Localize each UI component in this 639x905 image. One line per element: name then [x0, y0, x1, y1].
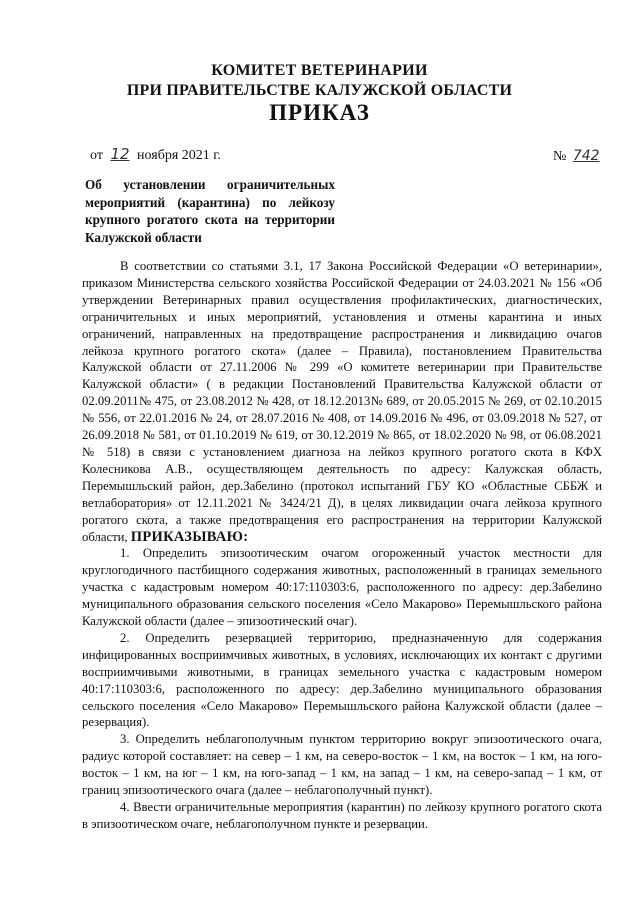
order-item-3: 3. Определить неблагополучным пунктом территорию вокруг эпизоотического очага, радиус которой составляет: на север – 1 км, на северо-восток – 1 км, на восток – 1 км, на юго-восток – 1 км, на юг – 1 км, на юго-запад – 1 км, на запад – 1 км, на северо-запад – 1 км, от границ эпизоотического очага (далее – неблагополучный пункт). — [82, 732, 602, 798]
subject-line: мероприятий (карантина) по лейкозу — [85, 194, 335, 210]
order-item-2: 2. Определить резервацией территорию, предназначенную для содержания инфицированных восприимчивых животных, в условиях, исключающих их контакт с другими восприимчивыми животными, в границах земельного участка с кадастровым номером 40:17:110303:6, расположенного по адресу: дер.Забелино муниципального образования сельского поселения «Село Макарово» Перемышльского района Калужской области (далее – резервация). — [82, 630, 602, 730]
order-item-1: 1. Определить эпизоотическим очагом огороженный участок местности для круглогодичного пастбищного содержания животных, расположенный в границах земельного участка с кадастровым номером 40:17:110303:6, расположенного по адресу: дер.Забелино муниципального образования сельского поселения «Село Макарово» Перемышльского района Калужской области (далее – эпизоотический очаг). — [82, 546, 602, 629]
order-item-4: 4. Ввести ограничительные мероприятия (карантин) по лейкозу крупного рогатого скота в эпизоотическом очаге, неблагополучном пункте и резервации. — [82, 800, 602, 831]
preamble-text: В соответствии со статьями 3.1, 17 Закона Российской Федерации «О ветеринарии», приказом Министерства сельского хозяйства Российской Федерации от 24.03.2021 № 156 «Об утверждении Ветеринарных правил осуществления профилактических, диагностических, ограничительных и иных мероприятий, установления и отмены карантина и иных ограничений, направленных на предотвращение распространения и ликвидацию очагов лейкоза крупного рогатого скота» (далее – Правила), постановлением Правительства Калужской области от 27.11.2006 № 299 «О комитете ветеринарии при Правительстве Калужской области» ( в редакции Постановлений Правительства Калужской области от 02.09.2011№ 475, от 23.08.2012 № 428, от 18.12.2013№ 689, от 20.05.2015 № 269, от 02.10.2015 № 556, от 22.01.2016 № 24, от 28.07.2016 № 408, от 14.09.2016 № 496, от 03.09.2018 № 527, от 26.09.2018 № 581, от 01.10.2019 № 619, от 30.12.2019 № 865, от 18.02.2020 № 98, от 06.08.2021 № 518) в связи с установлением диагноза на лейкоз крупного рогатого скота в КФХ Колесникова А.В., осуществляющем деятельность по адресу: Калужская область, Перемышльский район, дер.Забелино (протокол испытаний ГБУ КО «Областные СББЖ и ветлаборатория» от 12.11.2021 № 3424/21 Д), в целях ликвидации очага лейкоза крупного рогатого скота, а также предотвращения его распространения на территории Калужской области, — [82, 259, 602, 544]
preamble-paragraph — [82, 258, 602, 545]
order-body — [82, 258, 602, 833]
subject-line: Об установлении ограничительных — [85, 177, 335, 192]
number-prefix: № — [553, 149, 567, 164]
date-prefix: от — [90, 148, 103, 163]
number-value-handwritten: 742 — [572, 148, 600, 164]
order-date — [90, 145, 221, 164]
document-type-title: ПРИКАЗ — [269, 100, 370, 125]
order-subject — [85, 176, 335, 246]
subject-line: крупного рогатого скота на территории — [85, 212, 335, 227]
committee-name: КОМИТЕТ ВЕТЕРИНАРИИ — [211, 62, 428, 79]
date-day-handwritten: 12 — [110, 145, 130, 163]
order-number — [553, 148, 600, 165]
order-keyword: ПРИКАЗЫВАЮ: — [130, 528, 249, 545]
committee-affiliation: ПРИ ПРАВИТЕЛЬСТВЕ КАЛУЖСКОЙ ОБЛАСТИ — [126, 82, 513, 99]
subject-line: Калужской области — [85, 229, 202, 245]
date-month-year: ноября 2021 г. — [137, 148, 221, 163]
